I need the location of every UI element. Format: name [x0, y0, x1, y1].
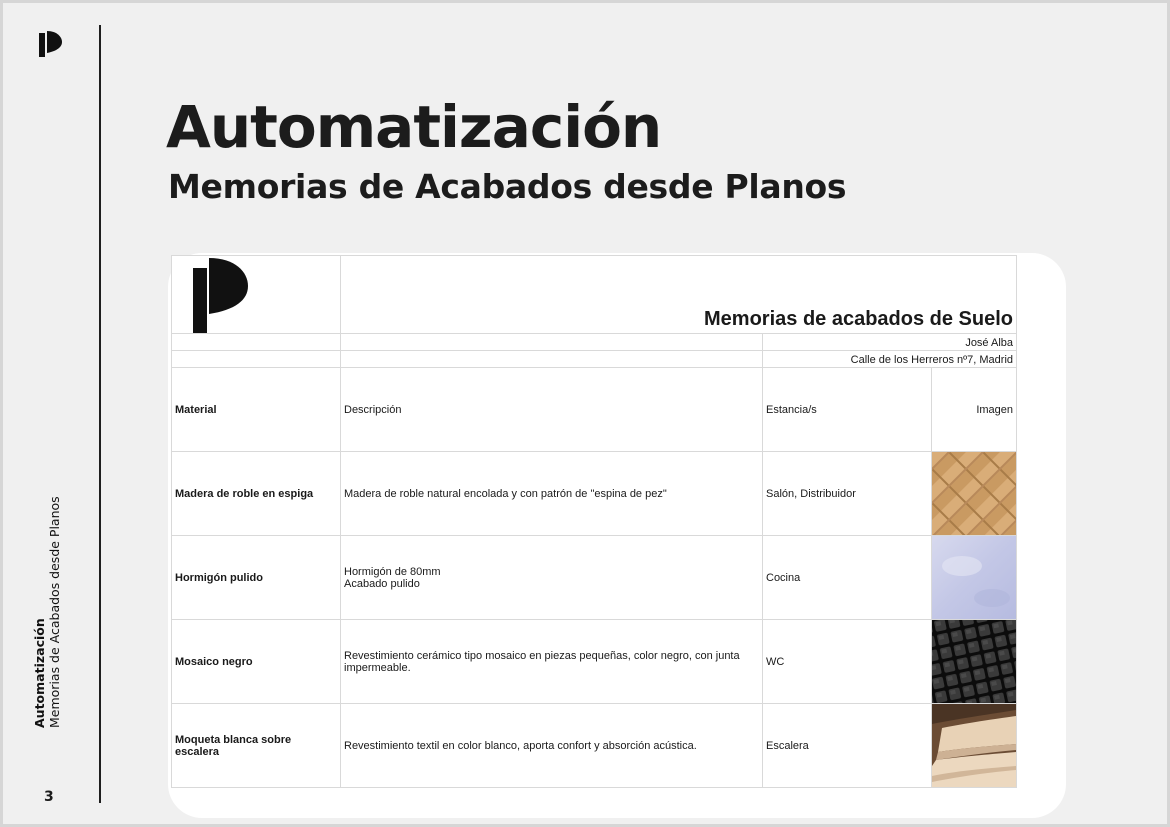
row-rooms: Escalera	[763, 704, 932, 788]
header-image: Imagen	[932, 368, 1017, 452]
sheet-title: Memorias de acabados de Suelo	[341, 256, 1017, 334]
header-description: Descripción	[341, 368, 763, 452]
side-subtitle: Memorias de Acabados desde Planos	[47, 496, 62, 728]
sheet-address: Calle de los Herreros nº7, Madrid	[763, 351, 1017, 368]
side-caption	[32, 468, 62, 728]
white-carpet-stairs-image	[932, 704, 1016, 787]
brand-logo-icon	[39, 29, 63, 59]
row-description: Hormigón de 80mm Acabado pulido	[341, 536, 763, 620]
table-header-row	[172, 368, 1017, 452]
page-title: Automatización	[166, 93, 662, 161]
table-row	[172, 536, 1017, 620]
herringbone-oak-floor-image	[932, 452, 1016, 535]
row-description: Madera de roble natural encolada y con patrón de "espina de pez"	[341, 452, 763, 536]
row-rooms: WC	[763, 620, 932, 704]
row-rooms: Salón, Distribuidor	[763, 452, 932, 536]
row-description: Revestimiento textil en color blanco, aporta confort y absorción acústica.	[341, 704, 763, 788]
row-material: Madera de roble en espiga	[172, 452, 341, 536]
side-title: Automatización	[32, 618, 47, 728]
black-mosaic-tile-image	[932, 620, 1016, 703]
finishes-table	[171, 255, 1017, 788]
row-rooms: Cocina	[763, 536, 932, 620]
table-row	[172, 452, 1017, 536]
header-material: Material	[172, 368, 341, 452]
table-row	[172, 620, 1017, 704]
sheet-logo-cell	[172, 256, 341, 334]
row-material: Moqueta blanca sobre escalera	[172, 704, 341, 788]
row-material: Hormigón pulido	[172, 536, 341, 620]
sheet-author: José Alba	[763, 334, 1017, 351]
vertical-divider	[99, 25, 101, 803]
header-rooms: Estancia/s	[763, 368, 932, 452]
table-row	[172, 704, 1017, 788]
row-material: Mosaico negro	[172, 620, 341, 704]
polished-concrete-image	[932, 536, 1016, 619]
brand-logo-icon	[191, 258, 251, 333]
page-number: 3	[44, 789, 54, 805]
row-description: Revestimiento cerámico tipo mosaico en piezas pequeñas, color negro, con junta impermeable.	[341, 620, 763, 704]
page-subtitle: Memorias de Acabados desde Planos	[168, 167, 847, 206]
